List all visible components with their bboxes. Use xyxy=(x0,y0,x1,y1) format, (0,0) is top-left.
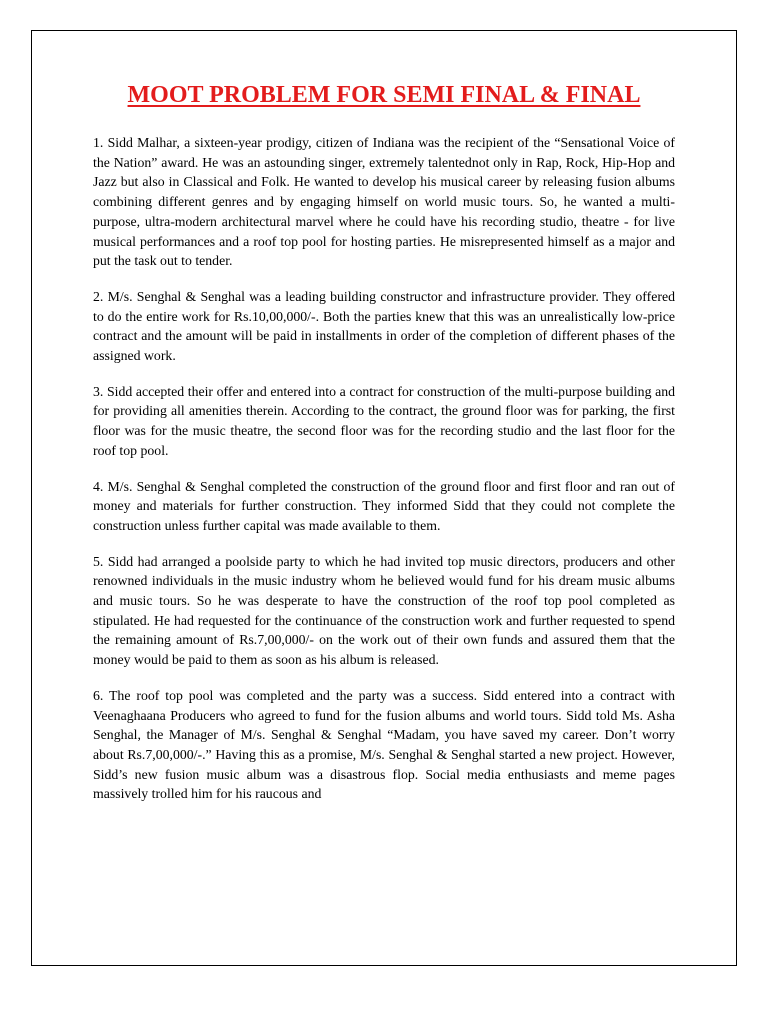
paragraph-1: 1. Sidd Malhar, a sixteen-year prodigy, citizen of Indiana was the recipient of the “Sensational Voice of the Nation” award. He was an astounding singer, extremely talentednot only in Rap, Rock, Hip-Hop and Jazz but also in Classical and Folk. He wanted to develop his musical career by releasing fusion albums combining different genres and by engaging himself on world music tours. So, he wanted a multi-purpose, ultra-modern architectural marvel where he could have his recording studio, theatre - for live musical performances and a roof top pool for hosting parties. He misrepresented himself as a major and put the task out to tender. xyxy=(93,135,675,269)
paragraph-4: 4. M/s. Senghal & Senghal completed the construction of the ground floor and first floor and ran out of money and materials for further construction. They informed Sidd that they could not complete the construction unless further capital was made available to them. xyxy=(93,478,675,533)
paragraph-6: 6. The roof top pool was completed and the party was a success. Sidd entered into a contract with Veenaghaana Producers who agreed to fund for the fusion albums and world tours. Sidd told Ms. Asha Senghal, the Manager of M/s. Senghal & Senghal “Madam, you have saved my career. Don’t worry about Rs.7,00,000/-.” Having this as a promise, M/s. Senghal & Senghal started a new project. However, Sidd’s new fusion music album was a disastrous flop. Social media enthusiasts and meme pages massively trolled him for his raucous and xyxy=(93,687,675,802)
paragraph-2: 2. M/s. Senghal & Senghal was a leading building constructor and infrastructure provider. They offered to do the entire work for Rs.10,00,000/-. Both the parties knew that this was an unrealistically low-price contract and the amount will be paid in installments in order of the completion of different phases of the assigned work. xyxy=(93,288,675,364)
paragraph-3: 3. Sidd accepted their offer and entered into a contract for construction of the multi-purpose building and for providing all amenities therein. According to the contract, the ground floor was for parking, the first floor was for the music theatre, the second floor was for the recording studio and the last floor for the roof top pool. xyxy=(93,383,675,458)
paragraph-5: 5. Sidd had arranged a poolside party to which he had invited top music directors, producers and other renowned individuals in the music industry whom he believed would fund for his dream music albums and music tours. So he was desperate to have the construction of the roof top pool completed as stipulated. He had requested for the continuance of the construction work and further requested to spend the remaining amount of Rs.7,00,000/- on the work out of their own funds and assured them that the money would be paid to them as soon as his album is released. xyxy=(93,553,675,668)
document-title: MOOT PROBLEM FOR SEMI FINAL & FINAL xyxy=(127,82,641,108)
document-body xyxy=(93,80,675,820)
